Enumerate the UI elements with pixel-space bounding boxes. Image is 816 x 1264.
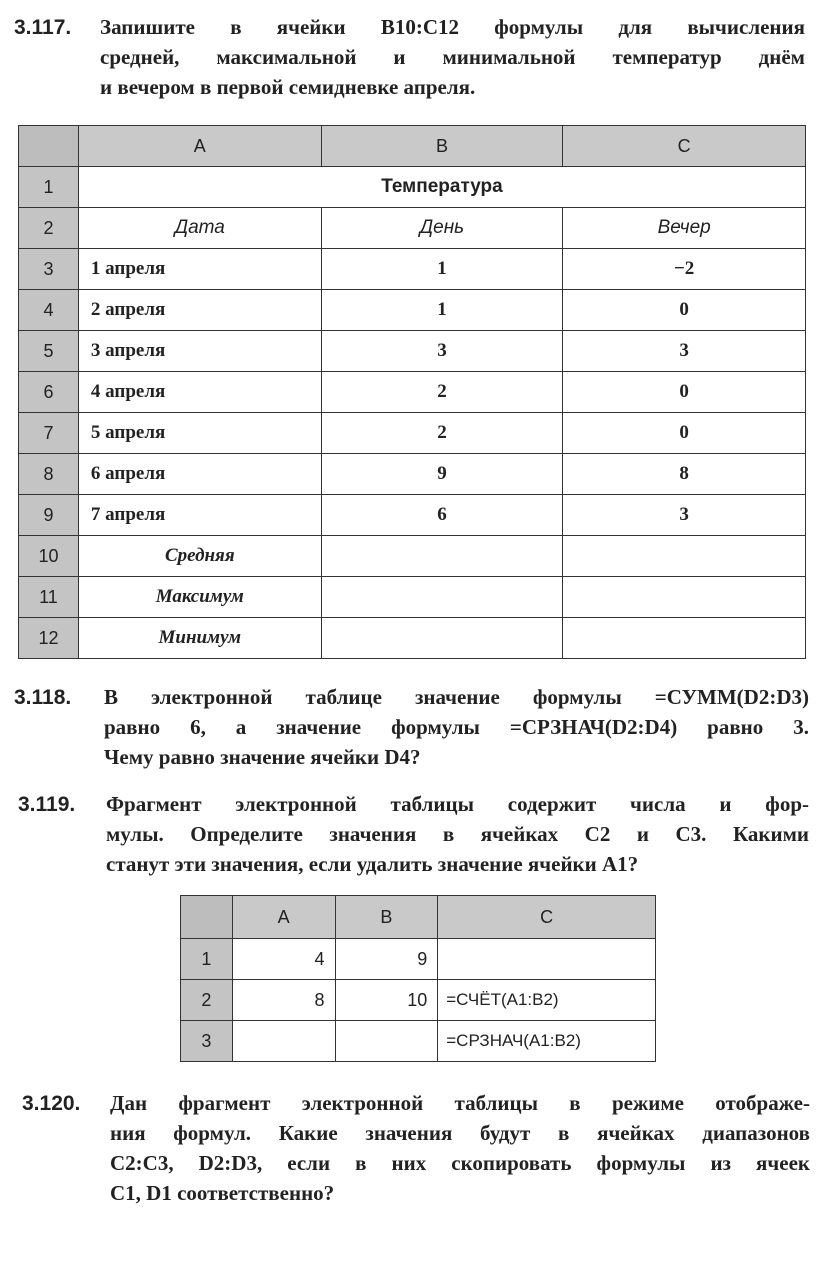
text-line: ния формул. Какие значения будут в ячейках диапазонов <box>110 1121 810 1145</box>
table-row <box>19 249 806 290</box>
empty-cell[interactable] <box>563 577 806 618</box>
problem-text <box>106 789 809 879</box>
empty-cell[interactable] <box>321 618 563 659</box>
column-header-c[interactable]: C <box>563 126 806 167</box>
date-cell[interactable]: 6 апреля <box>78 454 321 495</box>
text-line: Запишите в ячейки B10:C12 формулы для вычисления <box>100 15 805 39</box>
evening-cell[interactable]: 8 <box>563 454 806 495</box>
day-cell[interactable]: 9 <box>321 454 563 495</box>
row-header[interactable]: 11 <box>19 577 79 618</box>
text-line: Дан фрагмент электронной таблицы в режиме отображе- <box>110 1091 810 1115</box>
evening-cell[interactable]: 3 <box>563 331 806 372</box>
table-row <box>181 939 656 980</box>
problem-text <box>104 682 809 772</box>
table-row <box>19 331 806 372</box>
row-header[interactable]: 4 <box>19 290 79 331</box>
header-cell-date[interactable]: Дата <box>78 208 321 249</box>
row-header[interactable]: 9 <box>19 495 79 536</box>
evening-cell[interactable]: 3 <box>563 495 806 536</box>
row-header[interactable]: 8 <box>19 454 79 495</box>
empty-cell[interactable] <box>321 577 563 618</box>
day-cell[interactable]: 1 <box>321 290 563 331</box>
table-row <box>19 372 806 413</box>
temperature-spreadsheet <box>18 125 806 659</box>
text-line: C1, D1 соответственно? <box>110 1181 335 1205</box>
table-title-cell[interactable]: Температура <box>78 167 805 208</box>
row-header[interactable]: 1 <box>181 939 233 980</box>
row-header[interactable]: 10 <box>19 536 79 577</box>
column-header-a[interactable]: A <box>232 896 335 939</box>
row-header[interactable]: 5 <box>19 331 79 372</box>
day-cell[interactable]: 1 <box>321 249 563 290</box>
cell-c[interactable] <box>438 939 656 980</box>
table-row <box>19 290 806 331</box>
text-line: В электронной таблице значение формулы =СУММ(D2:D3) <box>104 685 809 709</box>
formula-spreadsheet <box>180 895 656 1062</box>
table-row <box>19 454 806 495</box>
text-line: равно 6, а значение формулы =СРЗНАЧ(D2:D4) равно 3. <box>104 715 809 739</box>
day-cell[interactable]: 6 <box>321 495 563 536</box>
cell-c[interactable]: =СЧЁТ(A1:B2) <box>438 980 656 1021</box>
day-cell[interactable]: 3 <box>321 331 563 372</box>
column-header-b[interactable]: B <box>335 896 438 939</box>
row-header[interactable]: 2 <box>19 208 79 249</box>
problem-number: 3.120. <box>22 1092 81 1115</box>
corner-cell[interactable] <box>181 896 233 939</box>
evening-cell[interactable]: 0 <box>563 413 806 454</box>
column-header-b[interactable]: B <box>321 126 563 167</box>
table-row <box>19 495 806 536</box>
problem-text <box>110 1088 810 1208</box>
table-row <box>19 413 806 454</box>
empty-cell[interactable] <box>563 618 806 659</box>
row-header[interactable]: 1 <box>19 167 79 208</box>
day-cell[interactable]: 2 <box>321 372 563 413</box>
empty-cell[interactable] <box>563 536 806 577</box>
date-cell[interactable]: 1 апреля <box>78 249 321 290</box>
row-header[interactable]: 3 <box>19 249 79 290</box>
problem-number: 3.118. <box>14 686 72 709</box>
table-row <box>19 618 806 659</box>
stat-label-cell[interactable]: Средняя <box>78 536 321 577</box>
header-cell-evening[interactable]: Вечер <box>563 208 806 249</box>
column-header-a[interactable]: A <box>78 126 321 167</box>
day-cell[interactable]: 2 <box>321 413 563 454</box>
problem-number: 3.119. <box>18 793 76 816</box>
row-header[interactable]: 3 <box>181 1021 233 1062</box>
corner-cell[interactable] <box>19 126 79 167</box>
cell-a[interactable]: 8 <box>232 980 335 1021</box>
date-cell[interactable]: 7 апреля <box>78 495 321 536</box>
date-cell[interactable]: 4 апреля <box>78 372 321 413</box>
cell-c[interactable]: =СРЗНАЧ(A1:B2) <box>438 1021 656 1062</box>
row-header[interactable]: 12 <box>19 618 79 659</box>
empty-cell[interactable] <box>321 536 563 577</box>
text-line: Фрагмент электронной таблицы содержит числа и фор- <box>106 792 809 816</box>
date-cell[interactable]: 3 апреля <box>78 331 321 372</box>
column-header-c[interactable]: C <box>438 896 656 939</box>
cell-b[interactable] <box>335 1021 438 1062</box>
text-line: мулы. Определите значения в ячейках C2 и C3. Какими <box>106 822 809 846</box>
stat-label-cell[interactable]: Минимум <box>78 618 321 659</box>
row-header[interactable]: 2 <box>181 980 233 1021</box>
table-row <box>19 536 806 577</box>
text-line: C2:C3, D2:D3, если в них скопировать формулы из ячеек <box>110 1151 810 1175</box>
text-line: и вечером в первой семидневке апреля. <box>100 75 476 99</box>
problem-number: 3.117. <box>14 16 72 39</box>
row-header[interactable]: 7 <box>19 413 79 454</box>
table-row <box>181 980 656 1021</box>
table-row <box>19 577 806 618</box>
text-line: Чему равно значение ячейки D4? <box>104 745 421 769</box>
header-cell-day[interactable]: День <box>321 208 563 249</box>
cell-b[interactable]: 10 <box>335 980 438 1021</box>
evening-cell[interactable]: 0 <box>563 372 806 413</box>
table-row <box>181 1021 656 1062</box>
cell-a[interactable] <box>232 1021 335 1062</box>
evening-cell[interactable]: −2 <box>563 249 806 290</box>
date-cell[interactable]: 2 апреля <box>78 290 321 331</box>
cell-b[interactable]: 9 <box>335 939 438 980</box>
text-line: средней, максимальной и минимальной температур днём <box>100 45 805 69</box>
problem-text <box>100 12 805 102</box>
cell-a[interactable]: 4 <box>232 939 335 980</box>
date-cell[interactable]: 5 апреля <box>78 413 321 454</box>
text-line: станут эти значения, если удалить значение ячейки A1? <box>106 852 639 876</box>
evening-cell[interactable]: 0 <box>563 290 806 331</box>
stat-label-cell[interactable]: Максимум <box>78 577 321 618</box>
row-header[interactable]: 6 <box>19 372 79 413</box>
